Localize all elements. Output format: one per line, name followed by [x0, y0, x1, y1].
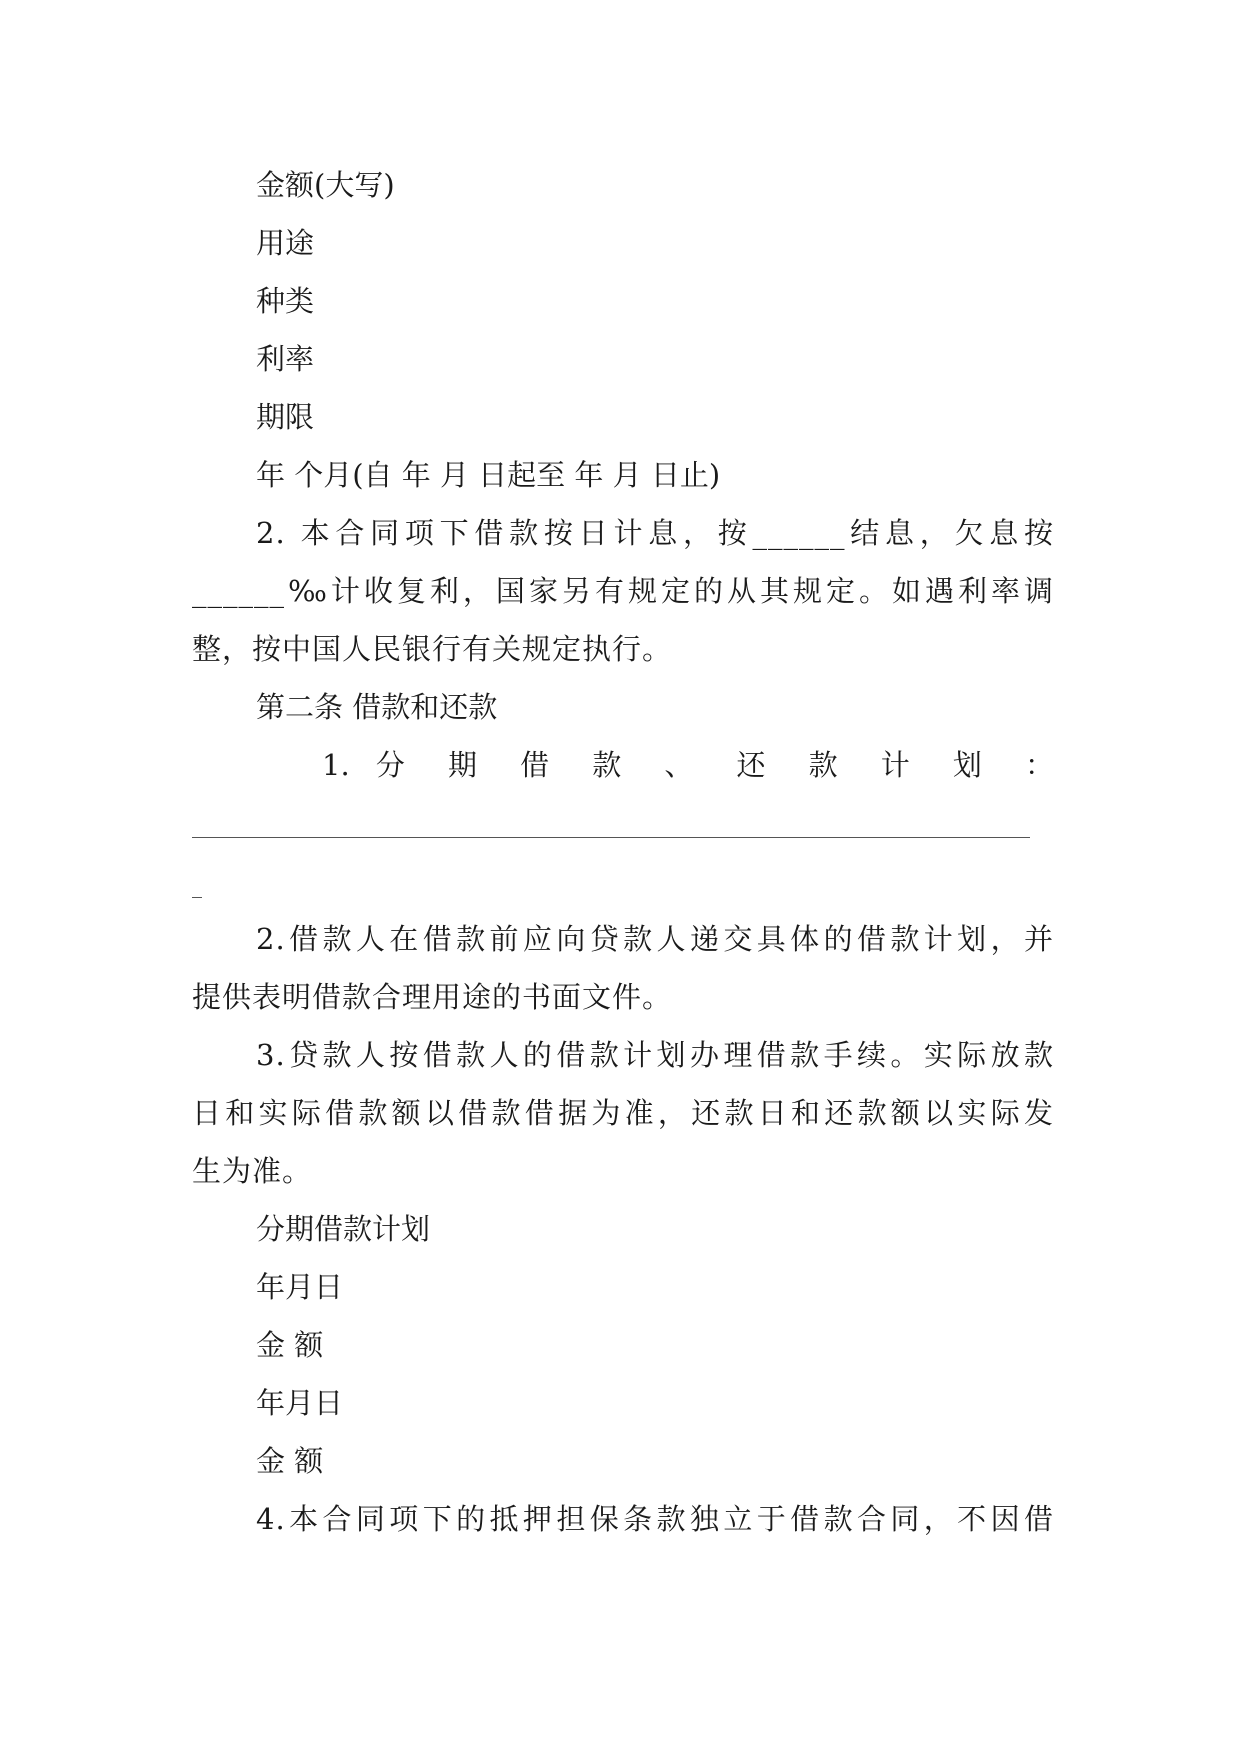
blank-underline-tail [192, 897, 202, 898]
clause-2-line-2: ______‰计收复利，国家另有规定的从其规定。如遇利率调 [192, 574, 1054, 608]
field-type: 种类 [256, 284, 315, 318]
clause-2-line-3: 整，按中国人民银行有关规定执行。 [192, 632, 673, 666]
clause-2-3-line-1: 3.贷款人按借款人的借款计划办理借款手续。实际放款 [256, 1038, 1054, 1072]
clause-2-3-line-3: 生为准。 [192, 1154, 313, 1188]
field-term: 期限 [256, 400, 315, 434]
term-date-range: 年 个月(自 年 月 日起至 年 月 日止) [256, 458, 721, 492]
installment-plan-title: 分期借款计划 [256, 1212, 431, 1246]
plan-amount-1: 金 额 [256, 1328, 324, 1362]
blank-underline [192, 837, 1030, 838]
field-amount-uppercase: 金额(大写) [256, 168, 395, 202]
field-purpose: 用途 [256, 226, 315, 260]
plan-amount-2: 金 额 [256, 1444, 324, 1478]
article-2-heading: 第二条 借款和还款 [256, 690, 498, 724]
clause-2-line-1: 2. 本合同项下借款按日计息，按______结息，欠息按 [256, 516, 1054, 550]
plan-date-2: 年月日 [256, 1386, 344, 1420]
clause-2-2-line-2: 提供表明借款合理用途的书面文件。 [192, 980, 673, 1014]
clause-2-2-line-1: 2.借款人在借款前应向贷款人递交具体的借款计划，并 [256, 922, 1054, 956]
clause-2-4-line-1: 4.本合同项下的抵押担保条款独立于借款合同，不因借 [256, 1502, 1054, 1536]
clause-2-3-line-2: 日和实际借款额以借款借据为准，还款日和还款额以实际发 [192, 1096, 1054, 1130]
installment-plan-heading: 1. 分 期 借 款 、 还 款 计 划 ： [322, 748, 1054, 782]
plan-date-1: 年月日 [256, 1270, 344, 1304]
field-interest-rate: 利率 [256, 342, 315, 376]
